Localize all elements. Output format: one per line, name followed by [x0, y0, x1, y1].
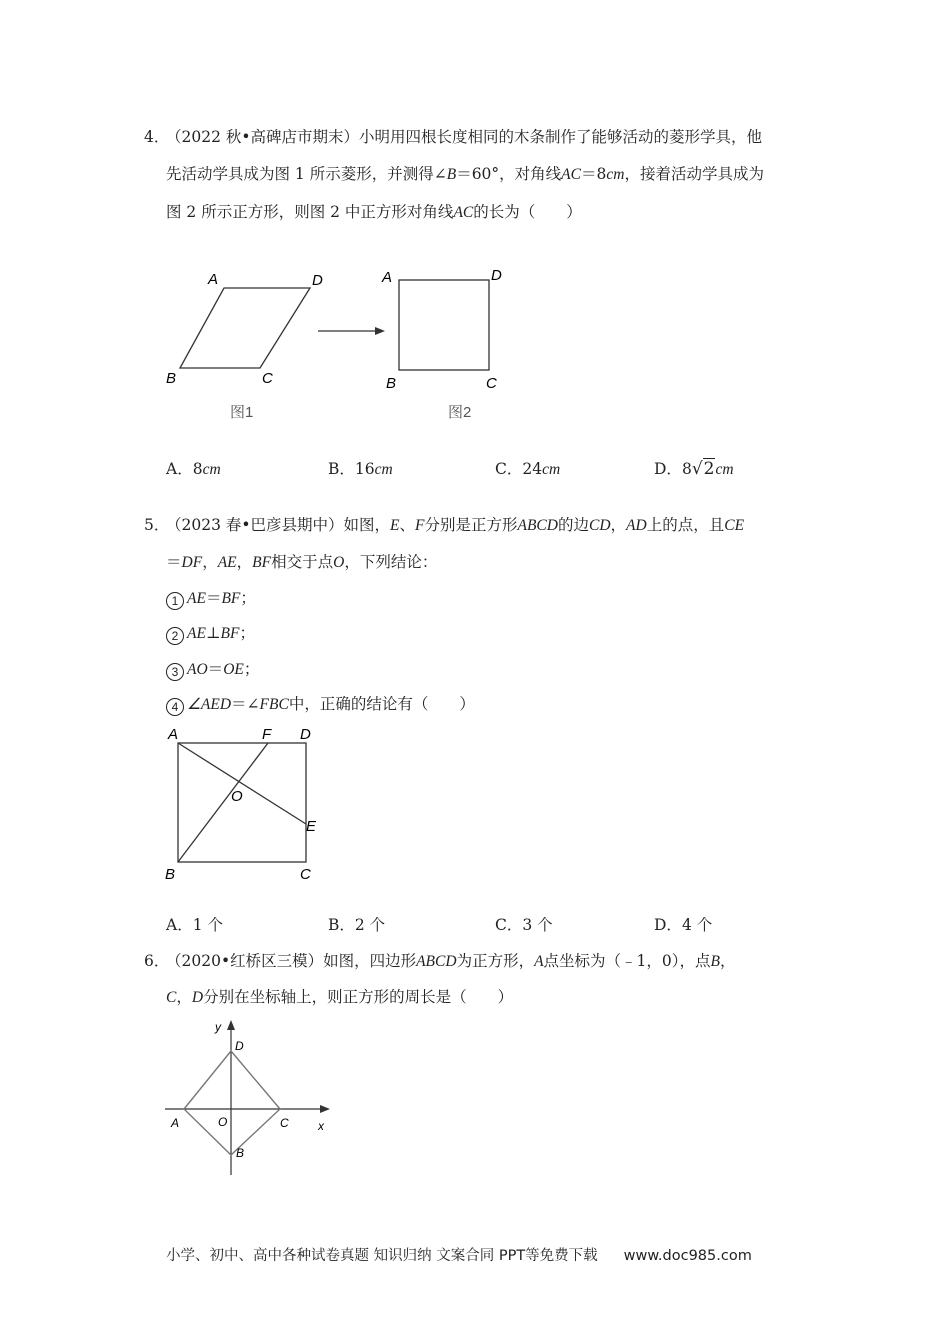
fig1-label-c: C: [262, 370, 273, 387]
q6-line2: C，D分别在坐标轴上，则正方形的周长是（ ）: [166, 988, 514, 1006]
fig-label-b: B: [165, 866, 176, 883]
q5-option-b[interactable]: B．2 个: [328, 916, 386, 934]
q6-figure: [160, 1015, 340, 1180]
q5-option-c[interactable]: C．3 个: [495, 916, 553, 934]
q4-option-b[interactable]: B．16cm: [328, 460, 393, 478]
fig-label-f: F: [262, 726, 272, 743]
q4-line1: （2022 秋•高碑店市期末）小明用四根长度相同的木条制作了能够活动的菱形学具，他: [166, 128, 763, 146]
fig-label-d: D: [235, 1039, 244, 1053]
q5-figure: [160, 722, 330, 887]
fig1-caption: 图1: [230, 404, 254, 421]
q5-line2: ＝DF，AE，BF相交于点O，下列结论：: [166, 553, 438, 571]
q5-conclusion-4: 4 ∠AED＝∠FBC中，正确的结论有（ ）: [166, 694, 475, 716]
fig-label-o: O: [231, 788, 243, 805]
fig2-label-c: C: [486, 375, 497, 392]
q5-option-d[interactable]: D．4 个: [654, 916, 713, 934]
arrow-head: [375, 327, 385, 335]
footer-text: 小学、初中、高中各种试卷真题 知识归纳 文案合同 PPT等免费下载: [166, 1248, 598, 1264]
q4-option-c[interactable]: C．24cm: [495, 460, 561, 478]
fig2-caption: 图2: [448, 404, 472, 421]
fig-label-c: C: [300, 866, 311, 883]
fig-label-b: B: [236, 1146, 245, 1160]
footer-url[interactable]: www.doc985.com: [623, 1248, 752, 1264]
rhombus-shape: [180, 288, 310, 368]
fig-label-e: E: [306, 818, 317, 835]
segment-bf: [178, 743, 268, 862]
fig2-label-d: D: [491, 267, 502, 284]
q4-option-d[interactable]: D．8√2cm: [654, 459, 734, 479]
q4-line3: 图 2 所示正方形，则图 2 中正方形对角线AC的长为（ ）: [166, 203, 582, 221]
q5-conclusion-3: 3 AO＝OE；: [166, 659, 259, 681]
square-shape: [399, 280, 489, 370]
x-axis-arrow: [320, 1105, 330, 1113]
fig-label-a: A: [171, 1116, 180, 1130]
segment-ae: [178, 743, 306, 824]
fig-label-c: C: [280, 1116, 289, 1130]
q6-line1: （2020•红桥区三模）如图，四边形ABCD为正方形，A点坐标为（﹣1，0），点B，: [166, 952, 736, 970]
fig1-label-a: A: [208, 271, 219, 288]
q4-figure: [160, 260, 520, 430]
fig2-label-b: B: [386, 375, 397, 392]
q4-number: 4．: [144, 128, 170, 146]
square-abcd-rotated: [184, 1051, 280, 1155]
q5-number: 5．: [144, 516, 170, 534]
fig-label-a: A: [168, 726, 179, 743]
q6-number: 6．: [144, 952, 170, 970]
q5-line1: （2023 春•巴彦县期中）如图，E、F分别是正方形ABCD的边CD，AD上的点，且CE: [166, 516, 745, 534]
q4-option-a[interactable]: A．8cm: [166, 460, 221, 478]
fig2-label-a: A: [382, 269, 393, 286]
fig-label-o: O: [218, 1115, 228, 1129]
y-axis-arrow: [227, 1020, 235, 1030]
fig1-label-d: D: [312, 272, 323, 289]
page-footer: [166, 1244, 752, 1265]
sqrt-sign: √: [691, 459, 703, 479]
q5-conclusion-2: 2 AE⊥BF；: [166, 623, 255, 645]
q5-conclusion-1: 1 AE＝BF；: [166, 588, 256, 610]
q4-line2: 先活动学具成为图 1 所示菱形，并测得∠B＝60°，对角线AC＝8cm，接着活动学具成为: [166, 165, 764, 183]
axis-label-x: x: [318, 1119, 324, 1133]
fig1-label-b: B: [166, 370, 177, 387]
fig-label-d: D: [300, 726, 311, 743]
axis-label-y: y: [215, 1020, 221, 1034]
q5-option-a[interactable]: A．1 个: [166, 916, 223, 934]
